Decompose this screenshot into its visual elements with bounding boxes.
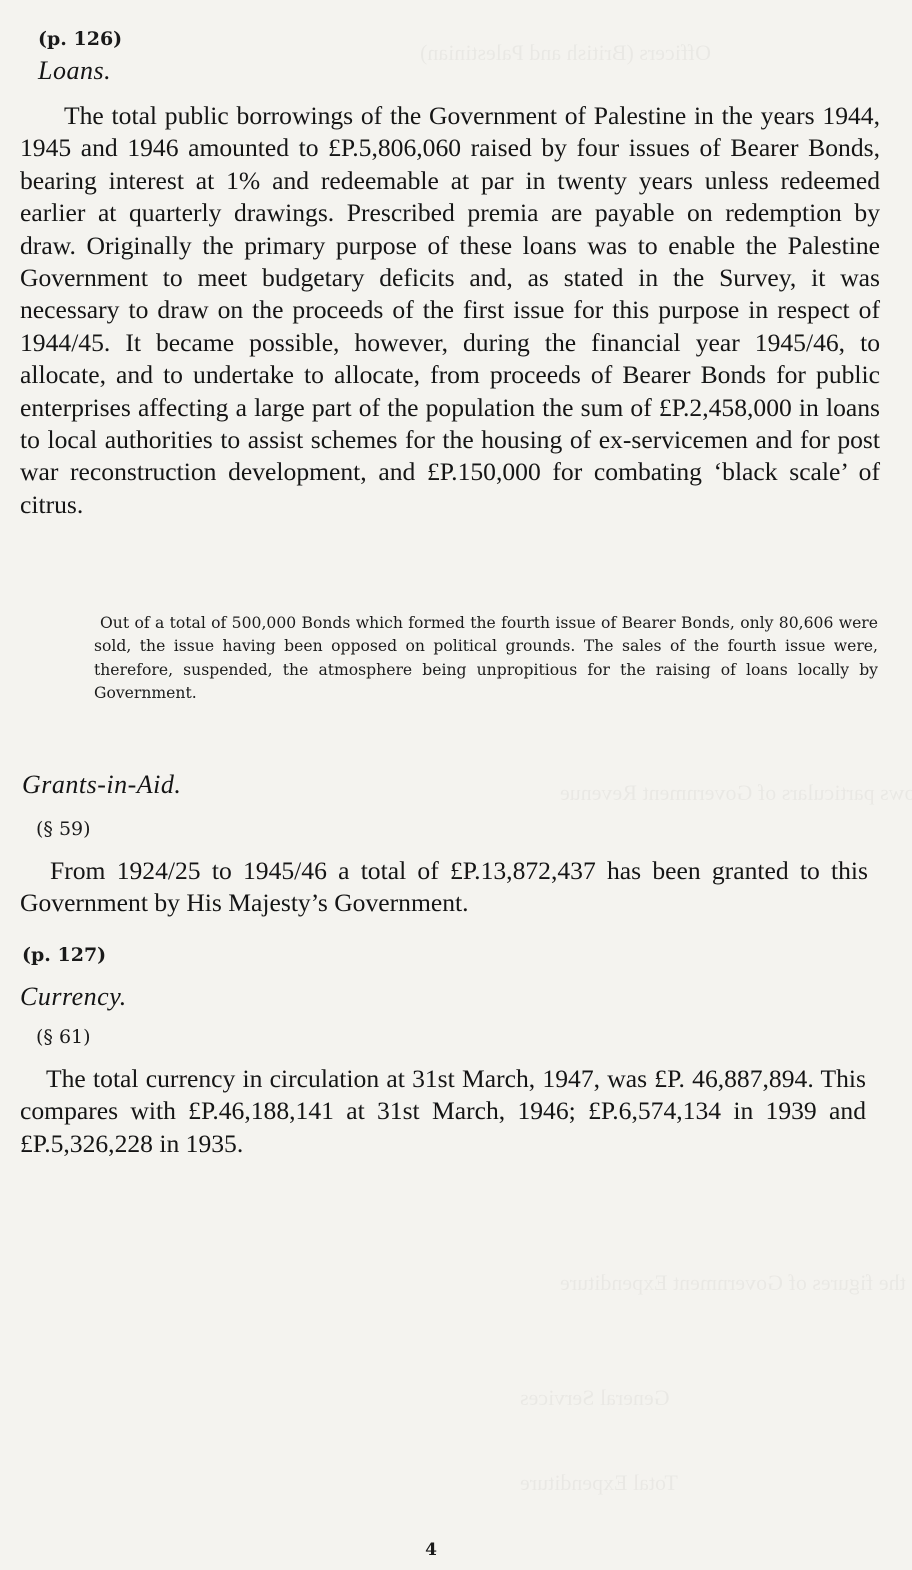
grants-heading: Grants-in-Aid. [22,770,182,799]
bleed-through [420,40,711,66]
bleed-through [520,1385,670,1411]
section-reference: (§ 61) [36,1026,91,1048]
loans-paragraph: The total public borrowings of the Government of Palestine in the years 1944, 1945 and 1946 amounted to £P.5,806,060 raised by four issues of Bearer Bonds, bearing interest at 1% and redeemable at par in twenty years unless redeemed earlier at quarterly drawings. Prescribed premia are payable on redemption by draw. Originally the primary purpose of these loans was to enable the Palestine Government to meet budgetary deficits and, as stated in the Survey, it was necessary to draw on the proceeds of the first issue for this purpose in respect of 1944/45. It became possible, however, during the financial year 1945/46, to allocate, and to undertake to allocate, from proceeds of Bearer Bonds for public enterprises affecting a large part of the population the sum of £P.2,458,000 in loans to local authorities to assist schemes for the housing of ex-servicemen and for post war reconstruction development, and £P.150,000 for combating ‘black scale’ of citrus. [20,101,880,519]
page-reference: (p. 126) [38,28,123,50]
currency-heading: Currency. [20,982,127,1011]
currency-paragraph: The total currency in circulation at 31st March, 1947, was £P. 46,887,894. This compares with £P.46,188,141 at 31st March, 1946; £P.6,574,134 in 1939 and £P.5,326,228 in 1935. [20,1064,866,1158]
page-number: 4 [425,1540,437,1560]
page-reference: (p. 127) [22,944,107,966]
grants-paragraph: From 1924/25 to 1945/46 a total of £P.13,872,437 has been granted to this Government by His Majesty’s Government. [20,856,868,918]
bleed-through [560,1270,912,1296]
loans-heading: Loans. [38,56,112,85]
section-reference: (§ 59) [36,818,91,840]
bleed-through [560,780,912,806]
bleed-through [520,1470,678,1496]
loans-note: Out of a total of 500,000 Bonds which formed the fourth issue of Bearer Bonds, only 80,606 were sold, the issue having been opposed on political grounds. The sales of the fourth issue were, therefore, suspended, the atmosphere being unpropitious for the raising of loans locally by Government. [94,614,878,702]
